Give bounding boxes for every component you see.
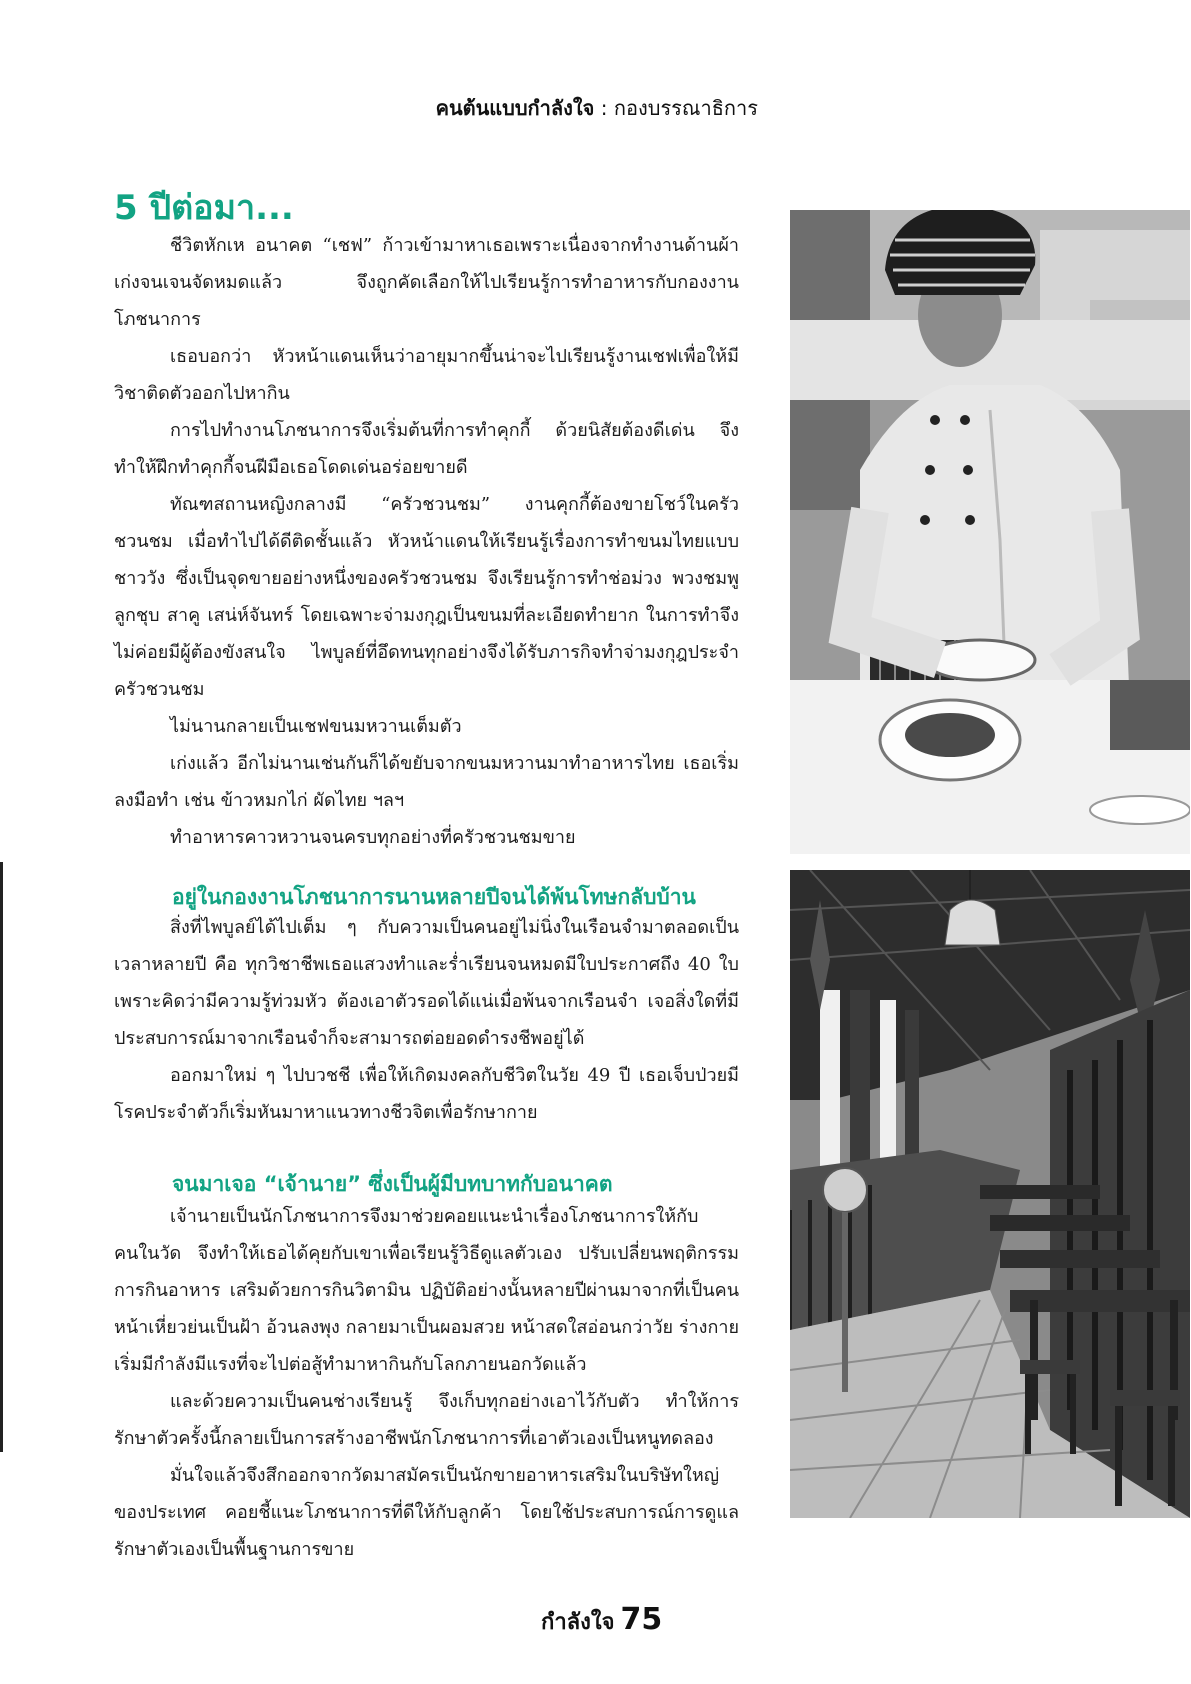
article-body-section-3 (114, 1198, 739, 1568)
running-header (0, 92, 758, 124)
article-body-section-1 (114, 227, 739, 856)
restaurant-photo (790, 870, 1190, 1518)
paragraph: และด้วยความเป็นคนช่างเรียนรู้ จึงเก็บทุกอย่างเอาไว้กับตัว ทำให้การรักษาตัวครั้งนี้กลายเป็นการสร้างอาชีพนักโภชนาการที่เอาตัวเองเป็นหนูทดลอง (114, 1391, 739, 1449)
header-byline: กองบรรณาธิการ (613, 96, 758, 120)
page-number: 75 (620, 1602, 663, 1637)
paragraph: ไม่นานกลายเป็นเชฟขนมหวานเต็มตัว (170, 716, 462, 737)
footer-magazine-name: กำลังใจ (541, 1610, 615, 1635)
section-heading-kitchen-years: อยู่ในกองงานโภชนาการนานหลายปีจนได้พ้นโทษกลับบ้าน (172, 885, 696, 909)
paragraph: การไปทำงานโภชนาการจึงเริ่มต้นที่การทำคุกกี้ ด้วยนิสัยต้องดีเด่น จึงทำให้ฝึกทำคุกกี้จนฝีมือเธอโดดเด่นอร่อยขายดี (114, 420, 739, 478)
paragraph: เก่งแล้ว อีกไม่นานเช่นกันก็ได้ขยับจากขนมหวานมาทำอาหารไทย เธอเริ่มลงมือทำ เช่น ข้าวหมกไก่ ผัดไทย ฯลฯ (114, 753, 739, 811)
section-heading-meeting-boss: จนมาเจอ “เจ้านาย” ซึ่งเป็นผู้มีบทบาทกับอนาคต (172, 1172, 613, 1196)
paragraph: ทำอาหารคาวหวานจนครบทุกอย่างที่ครัวชวนชมขาย (170, 827, 576, 848)
paragraph: ชีวิตหักเห อนาคต “เชฟ” ก้าวเข้ามาหาเธอเพราะเนื่องจากทำงานด้านผ้าเก่งจนเจนจัดหมดแล้ว จึงถูกคัดเลือกให้ไปเรียนรู้การทำอาหารกับกองงานโภชนาการ (114, 235, 739, 330)
paragraph: ออกมาใหม่ ๆ ไปบวชชี เพื่อให้เกิดมงคลกับชีวิตในวัย 49 ปี เธอเจ็บป่วยมีโรคประจำตัวก็เริ่มหันมาหาแนวทางชีวจิตเพื่อรักษากาย (114, 1065, 739, 1123)
paragraph: สิ่งที่ไพบูลย์ได้ไปเต็ม ๆ กับความเป็นคนอยู่ไม่นิ่งในเรือนจำมาตลอดเป็นเวลาหลายปี คือ ทุกวิชาชีพเธอแสวงทำและร่ำเรียนจนหมดมีใบประกาศถึง 40 ใบ เพราะคิดว่ามีความรู้ท่วมหัว ต้องเอาตัวรอดได้แน่เมื่อพ้นจากเรือนจำ เจอสิ่งใดที่มีประสบการณ์มาจากเรือนจำก็จะสามารถต่อยอดดำรงชีพอยู่ได้ (114, 917, 739, 1049)
article-body-section-2 (114, 909, 739, 1131)
paragraph: เธอบอกว่า หัวหน้าแดนเห็นว่าอายุมากขึ้นน่าจะไปเรียนรู้งานเชฟเพื่อให้มีวิชาติดตัวออกไปหากิน (114, 346, 739, 404)
page-footer (541, 1602, 662, 1639)
header-title: คนต้นแบบกำลังใจ (435, 96, 595, 120)
header-separator: : (594, 96, 614, 120)
paragraph: ทัณฑสถานหญิงกลางมี “ครัวชวนชม” งานคุกกี้ต้องขายโชว์ในครัวชวนชม เมื่อทำไปได้ดีติดชั้นแล้ว หัวหน้าแดนให้เรียนรู้เรื่องการทำขนมไทยแบบชาววัง ซึ่งเป็นจุดขายอย่างหนึ่งของครัวชวนชม จึงเรียนรู้การทำช่อม่วง พวงชมพู ลูกชุบ สาคู เสน่ห์จันทร์ โดยเฉพาะจ่ามงกุฎเป็นขนมที่ละเอียดทำยาก ในการทำจึงไม่ค่อยมีผู้ต้องขังสนใจ ไพบูลย์ที่อึดทนทุกอย่างจึงได้รับภารกิจทำจ่ามงกุฎประจำครัวชวนชม (114, 494, 739, 700)
paragraph: มั่นใจแล้วจึงสึกออกจากวัดมาสมัครเป็นนักขายอาหารเสริมในบริษัทใหญ่ของประเทศ คอยชี้แนะโภชนาการที่ดีให้กับลูกค้า โดยใช้ประสบการณ์การดูแลรักษาตัวเองเป็นพื้นฐานการขาย (114, 1465, 739, 1560)
chef-photo (790, 210, 1190, 854)
paragraph: เจ้านายเป็นนักโภชนาการจึงมาช่วยคอยแนะนำเรื่องโภชนาการให้กับคนในวัด จึงทำให้เธอได้คุยกับเขาเพื่อเรียนรู้วิธีดูแลตัวเอง ปรับเปลี่ยนพฤติกรรมการกินอาหาร เสริมด้วยการกินวิตามิน ปฏิบัติอย่างนั้นหลายปีผ่านมาจากที่เป็นคนหน้าเหี่ยวย่นเป็นฝ้า อ้วนลงพุง กลายมาเป็นผอมสวย หน้าสดใสอ่อนกว่าวัย ร่างกายเริ่มมีกำลังมีแรงที่จะไปต่อสู้ทำมาหากินกับโลกภายนอกวัดแล้ว (114, 1206, 739, 1375)
section-heading-5-years: 5 ปีต่อมา... (114, 188, 294, 228)
page-edge-mark (0, 862, 3, 1452)
